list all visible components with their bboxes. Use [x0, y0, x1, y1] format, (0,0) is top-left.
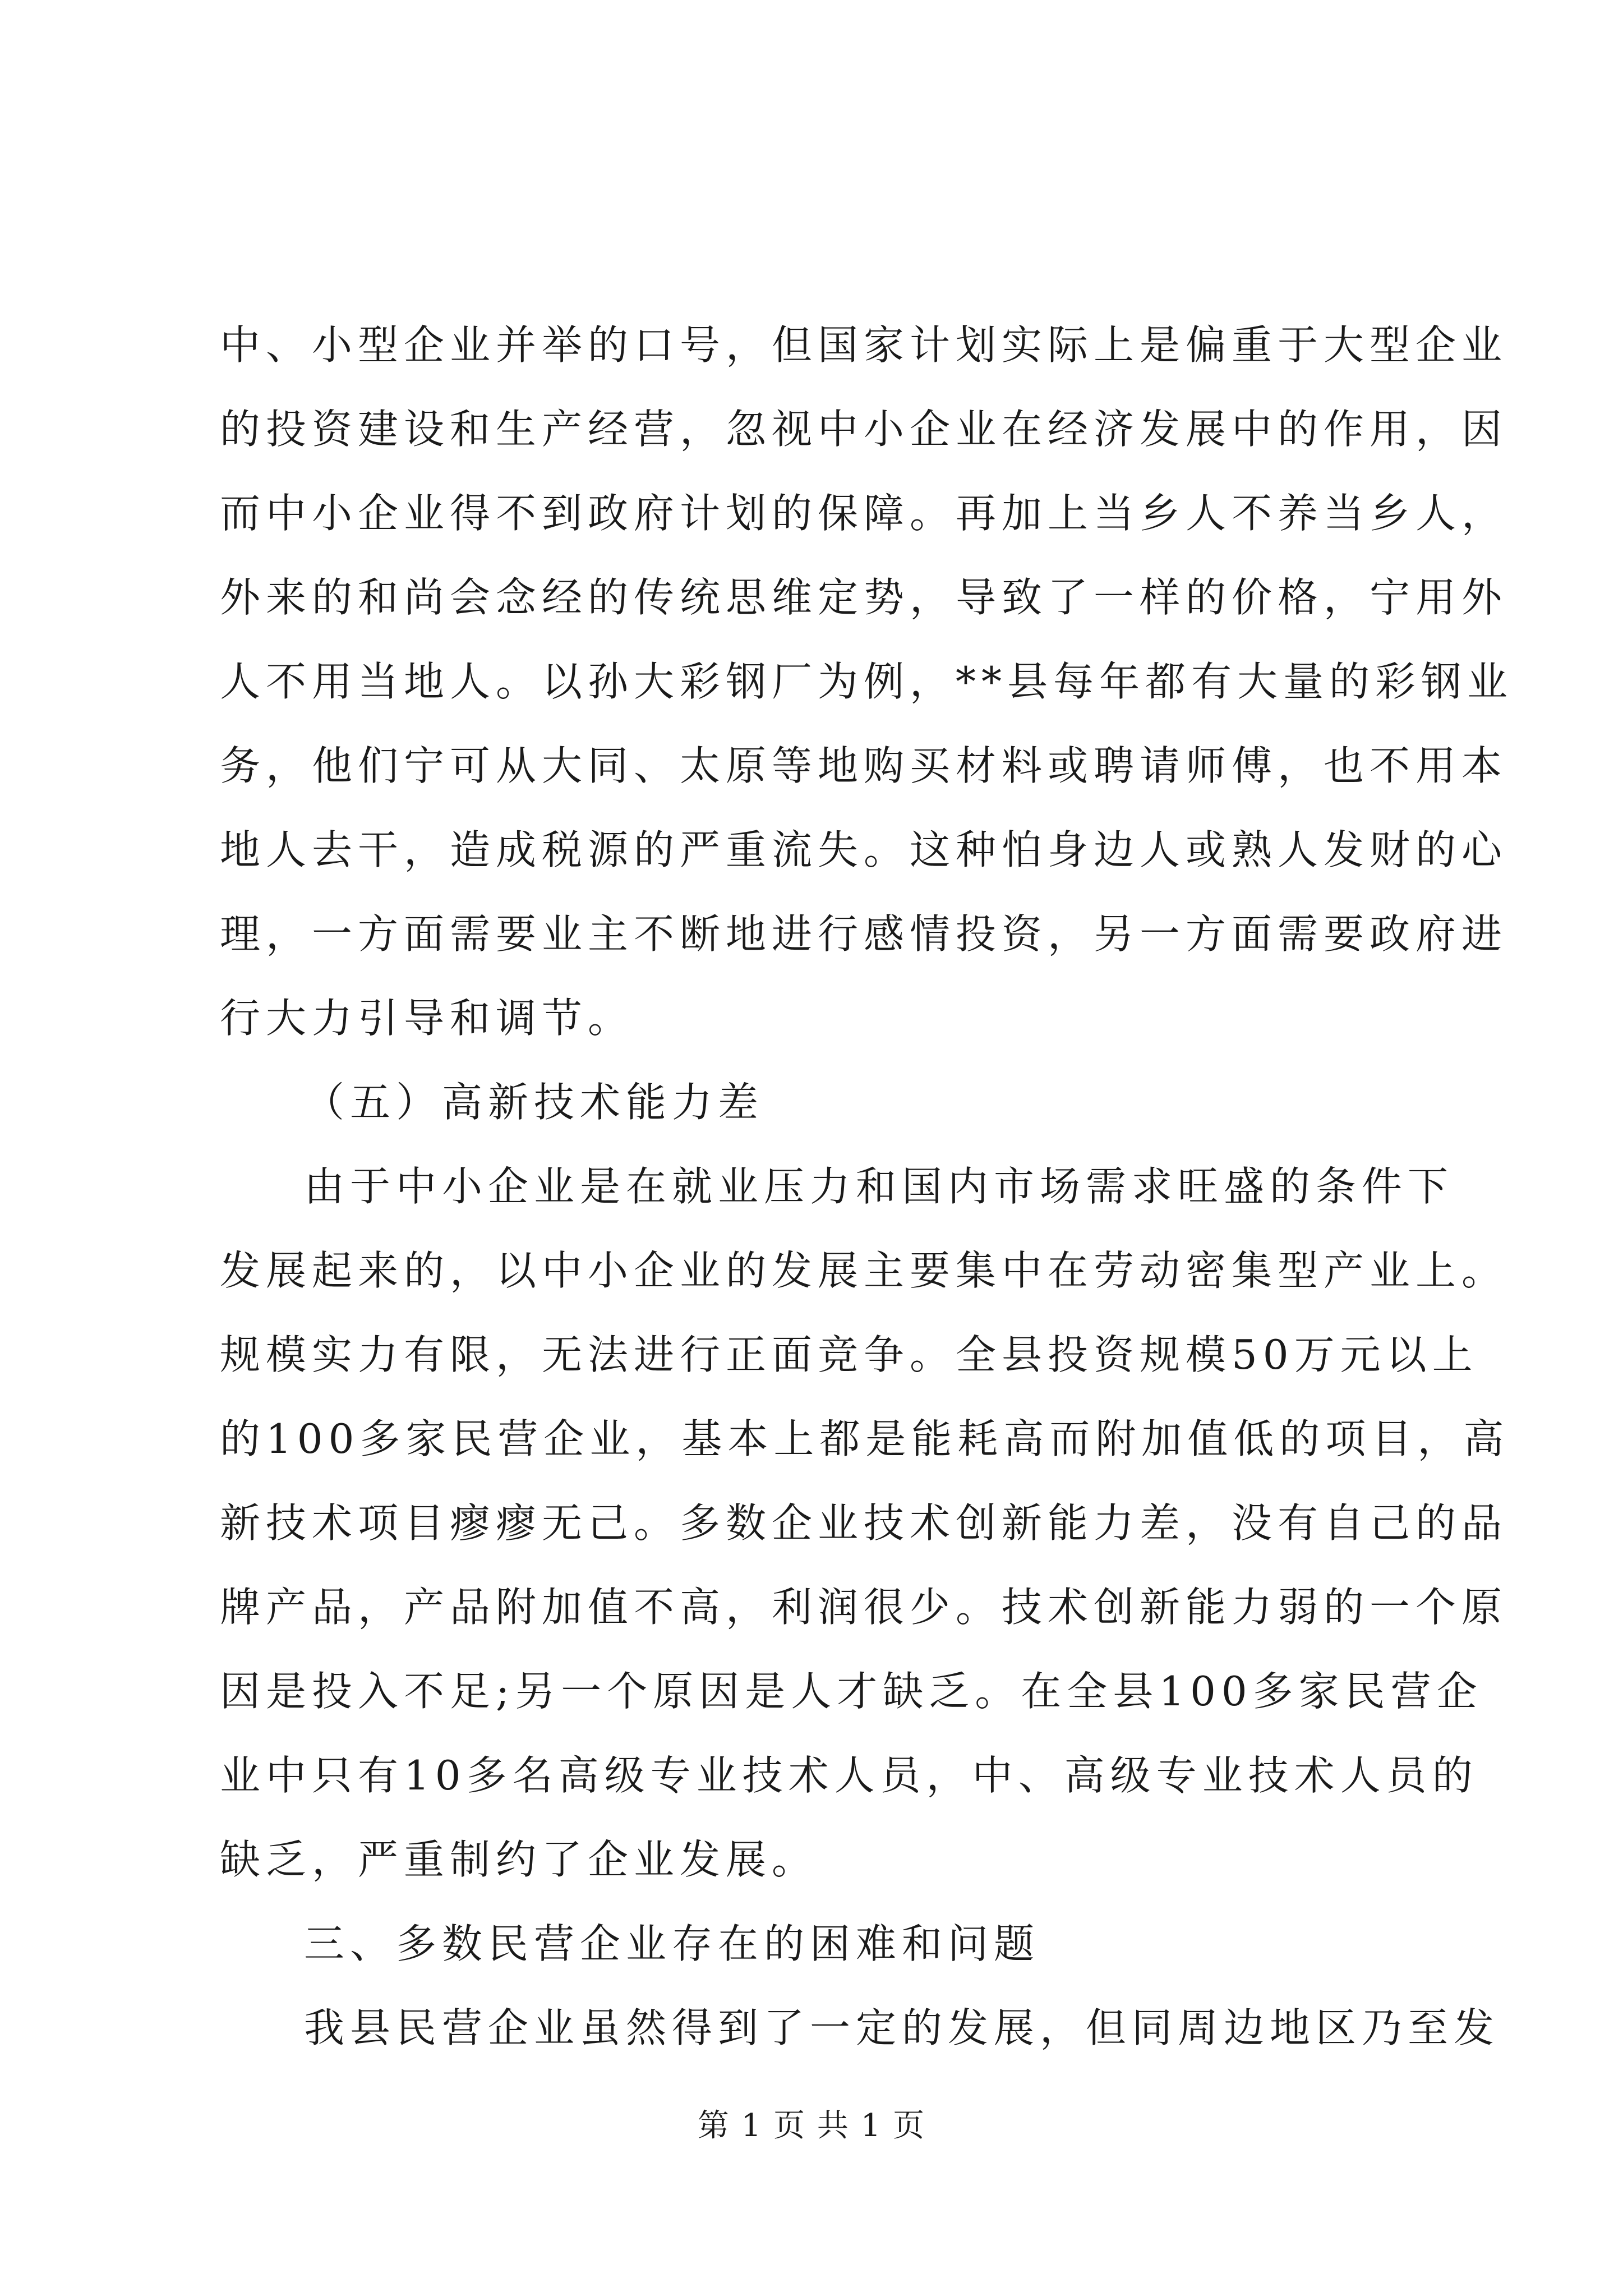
document-body	[220, 303, 1514, 2070]
section-heading-five: （五）高新技术能力差	[304, 1079, 764, 1126]
paragraph-line: 发展起来的，以中小企业的发展主要集中在劳动密集型产业上。	[220, 1247, 1508, 1294]
page-footer: 第 1 页 共 1 页	[697, 2108, 926, 2144]
section-heading-three: 三、多数民营企业存在的困难和问题	[304, 1920, 1040, 1967]
paragraph-line: 新技术项目瘳瘳无己。多数企业技术创新能力差，没有自己的品	[220, 1499, 1508, 1547]
paragraph-line: 缺乏，严重制约了企业发展。	[220, 1836, 818, 1883]
paragraph-line: 业中只有10多名高级专业技术人员，中、高级专业技术人员的	[220, 1752, 1478, 1799]
paragraph-line: 由于中小企业是在就业压力和国内市场需求旺盛的条件下	[304, 1163, 1454, 1210]
paragraph-line: 务，他们宁可从大同、太原等地购买材料或聘请师傅，也不用本	[220, 742, 1508, 789]
paragraph-line: 而中小企业得不到政府计划的保障。再加上当乡人不养当乡人，	[220, 490, 1508, 537]
paragraph-line: 我县民营企业虽然得到了一定的发展，但同周边地区乃至发	[304, 2004, 1500, 2051]
paragraph-line: 规模实力有限，无法进行正面竞争。全县投资规模50万元以上	[220, 1331, 1478, 1378]
paragraph-line: 牌产品，产品附加值不高，利润很少。技术创新能力弱的一个原	[220, 1584, 1508, 1631]
paragraph-line: 因是投入不足;另一个原因是人才缺乏。在全县100多家民营企	[220, 1668, 1483, 1715]
paragraph-line: 外来的和尚会念经的传统思维定势，导致了一样的价格，宁用外	[220, 574, 1508, 621]
paragraph-line: 行大力引导和调节。	[220, 995, 634, 1042]
paragraph-line: 的100多家民营企业，基本上都是能耗高而附加值低的项目，高	[220, 1415, 1510, 1462]
paragraph-line: 人不用当地人。以孙大彩钢厂为例，**县每年都有大量的彩钢业	[220, 658, 1514, 705]
paragraph-line: 的投资建设和生产经营，忽视中小企业在经济发展中的作用，因	[220, 406, 1508, 453]
paragraph-line: 地人去干，造成税源的严重流失。这种怕身边人或熟人发财的心	[220, 826, 1508, 873]
paragraph-line: 理，一方面需要业主不断地进行感情投资，另一方面需要政府进	[220, 910, 1508, 958]
paragraph-line: 中、小型企业并举的口号，但国家计划实际上是偏重于大型企业	[220, 321, 1508, 369]
